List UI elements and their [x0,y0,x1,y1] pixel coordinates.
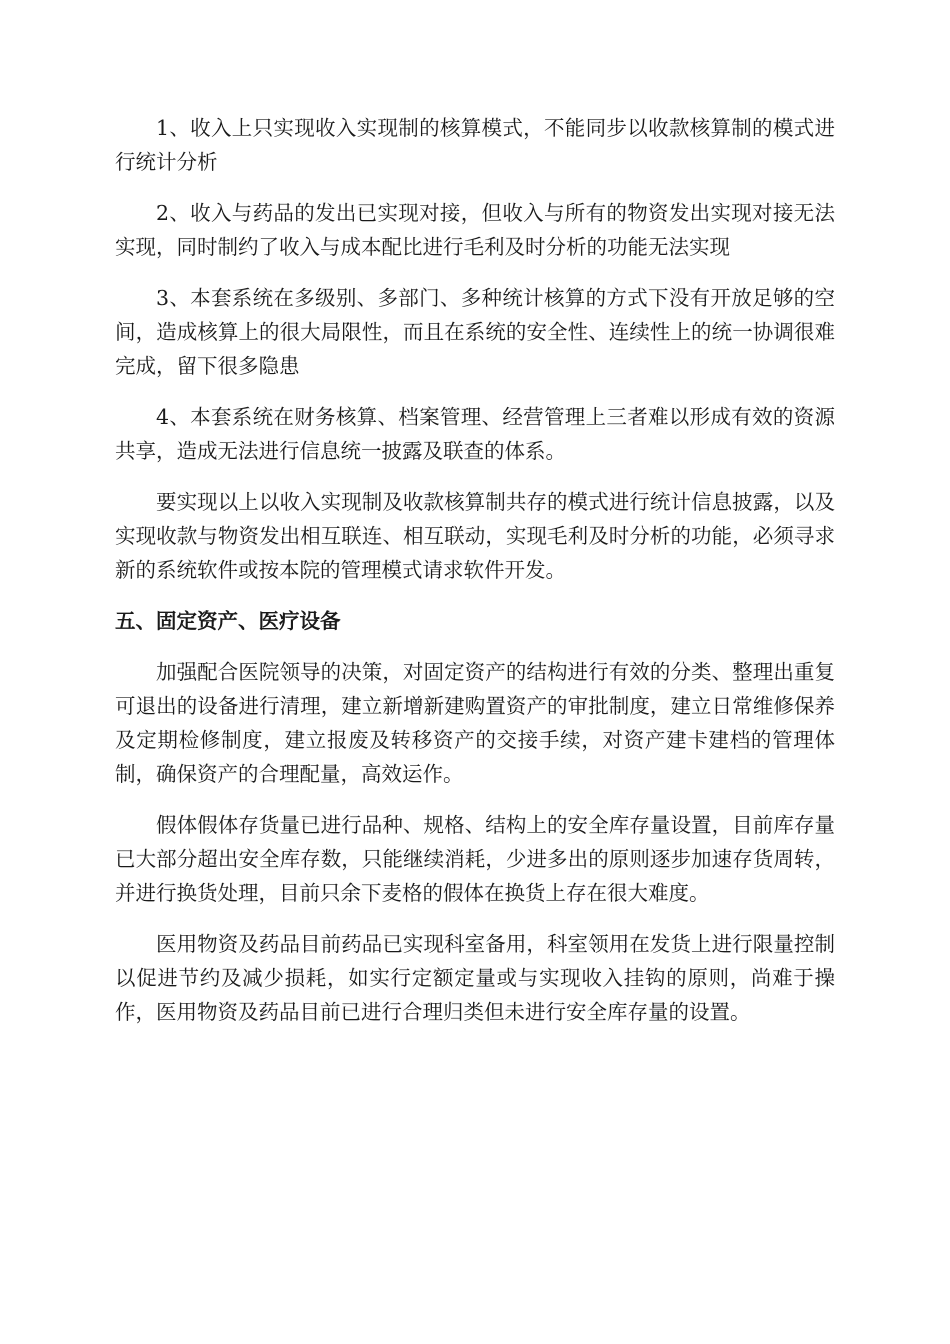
section-heading: 五、固定资产、医疗设备 [115,609,341,633]
paragraph-item-4: 4、本套系统在财务核算、档案管理、经营管理上三者难以形成有效的资源共享，造成无法进行信息统一披露及联查的体系。 [115,405,835,463]
paragraph-fixed-assets: 加强配合医院领导的决策，对固定资产的结构进行有效的分类、整理出重复可退出的设备进行清理，建立新增新建购置资产的审批制度，建立日常维修保养及定期检修制度，建立报废及转移资产的交接手续，对资产建卡建档的管理体制，确保资产的合理配量，高效运作。 [115,660,835,786]
paragraph-item-3: 3、本套系统在多级别、多部门、多种统计核算的方式下没有开放足够的空间，造成核算上的很大局限性，而且在系统的安全性、连续性上的统一协调很难完成，留下很多隐患 [115,286,835,378]
paragraph-medical-supplies: 医用物资及药品目前药品已实现科室备用，科室领用在发货上进行限量控制以促进节约及减少损耗，如实行定额定量或与实现收入挂钩的原则，尚难于操作，医用物资及药品目前已进行合理归类但未进行安全库存量的设置。 [115,932,835,1024]
document-page [115,111,835,1046]
paragraph-item-1: 1、收入上只实现收入实现制的核算模式，不能同步以收款核算制的模式进行统计分析 [115,116,835,174]
paragraph-item-2: 2、收入与药品的发出已实现对接，但收入与所有的物资发出实现对接无法实现，同时制约了收入与成本配比进行毛利及时分析的功能无法实现 [115,201,835,259]
paragraph-implants: 假体假体存货量已进行品种、规格、结构上的安全库存量设置，目前库存量已大部分超出安全库存数，只能继续消耗，少进多出的原则逐步加速存货周转，并进行换货处理，目前只余下麦格的假体在换货上存在很大难度。 [115,813,835,905]
paragraph-summary: 要实现以上以收入实现制及收款核算制共存的模式进行统计信息披露，以及实现收款与物资发出相互联连、相互联动，实现毛利及时分析的功能，必须寻求新的系统软件或按本院的管理模式请求软件开发。 [115,490,835,582]
